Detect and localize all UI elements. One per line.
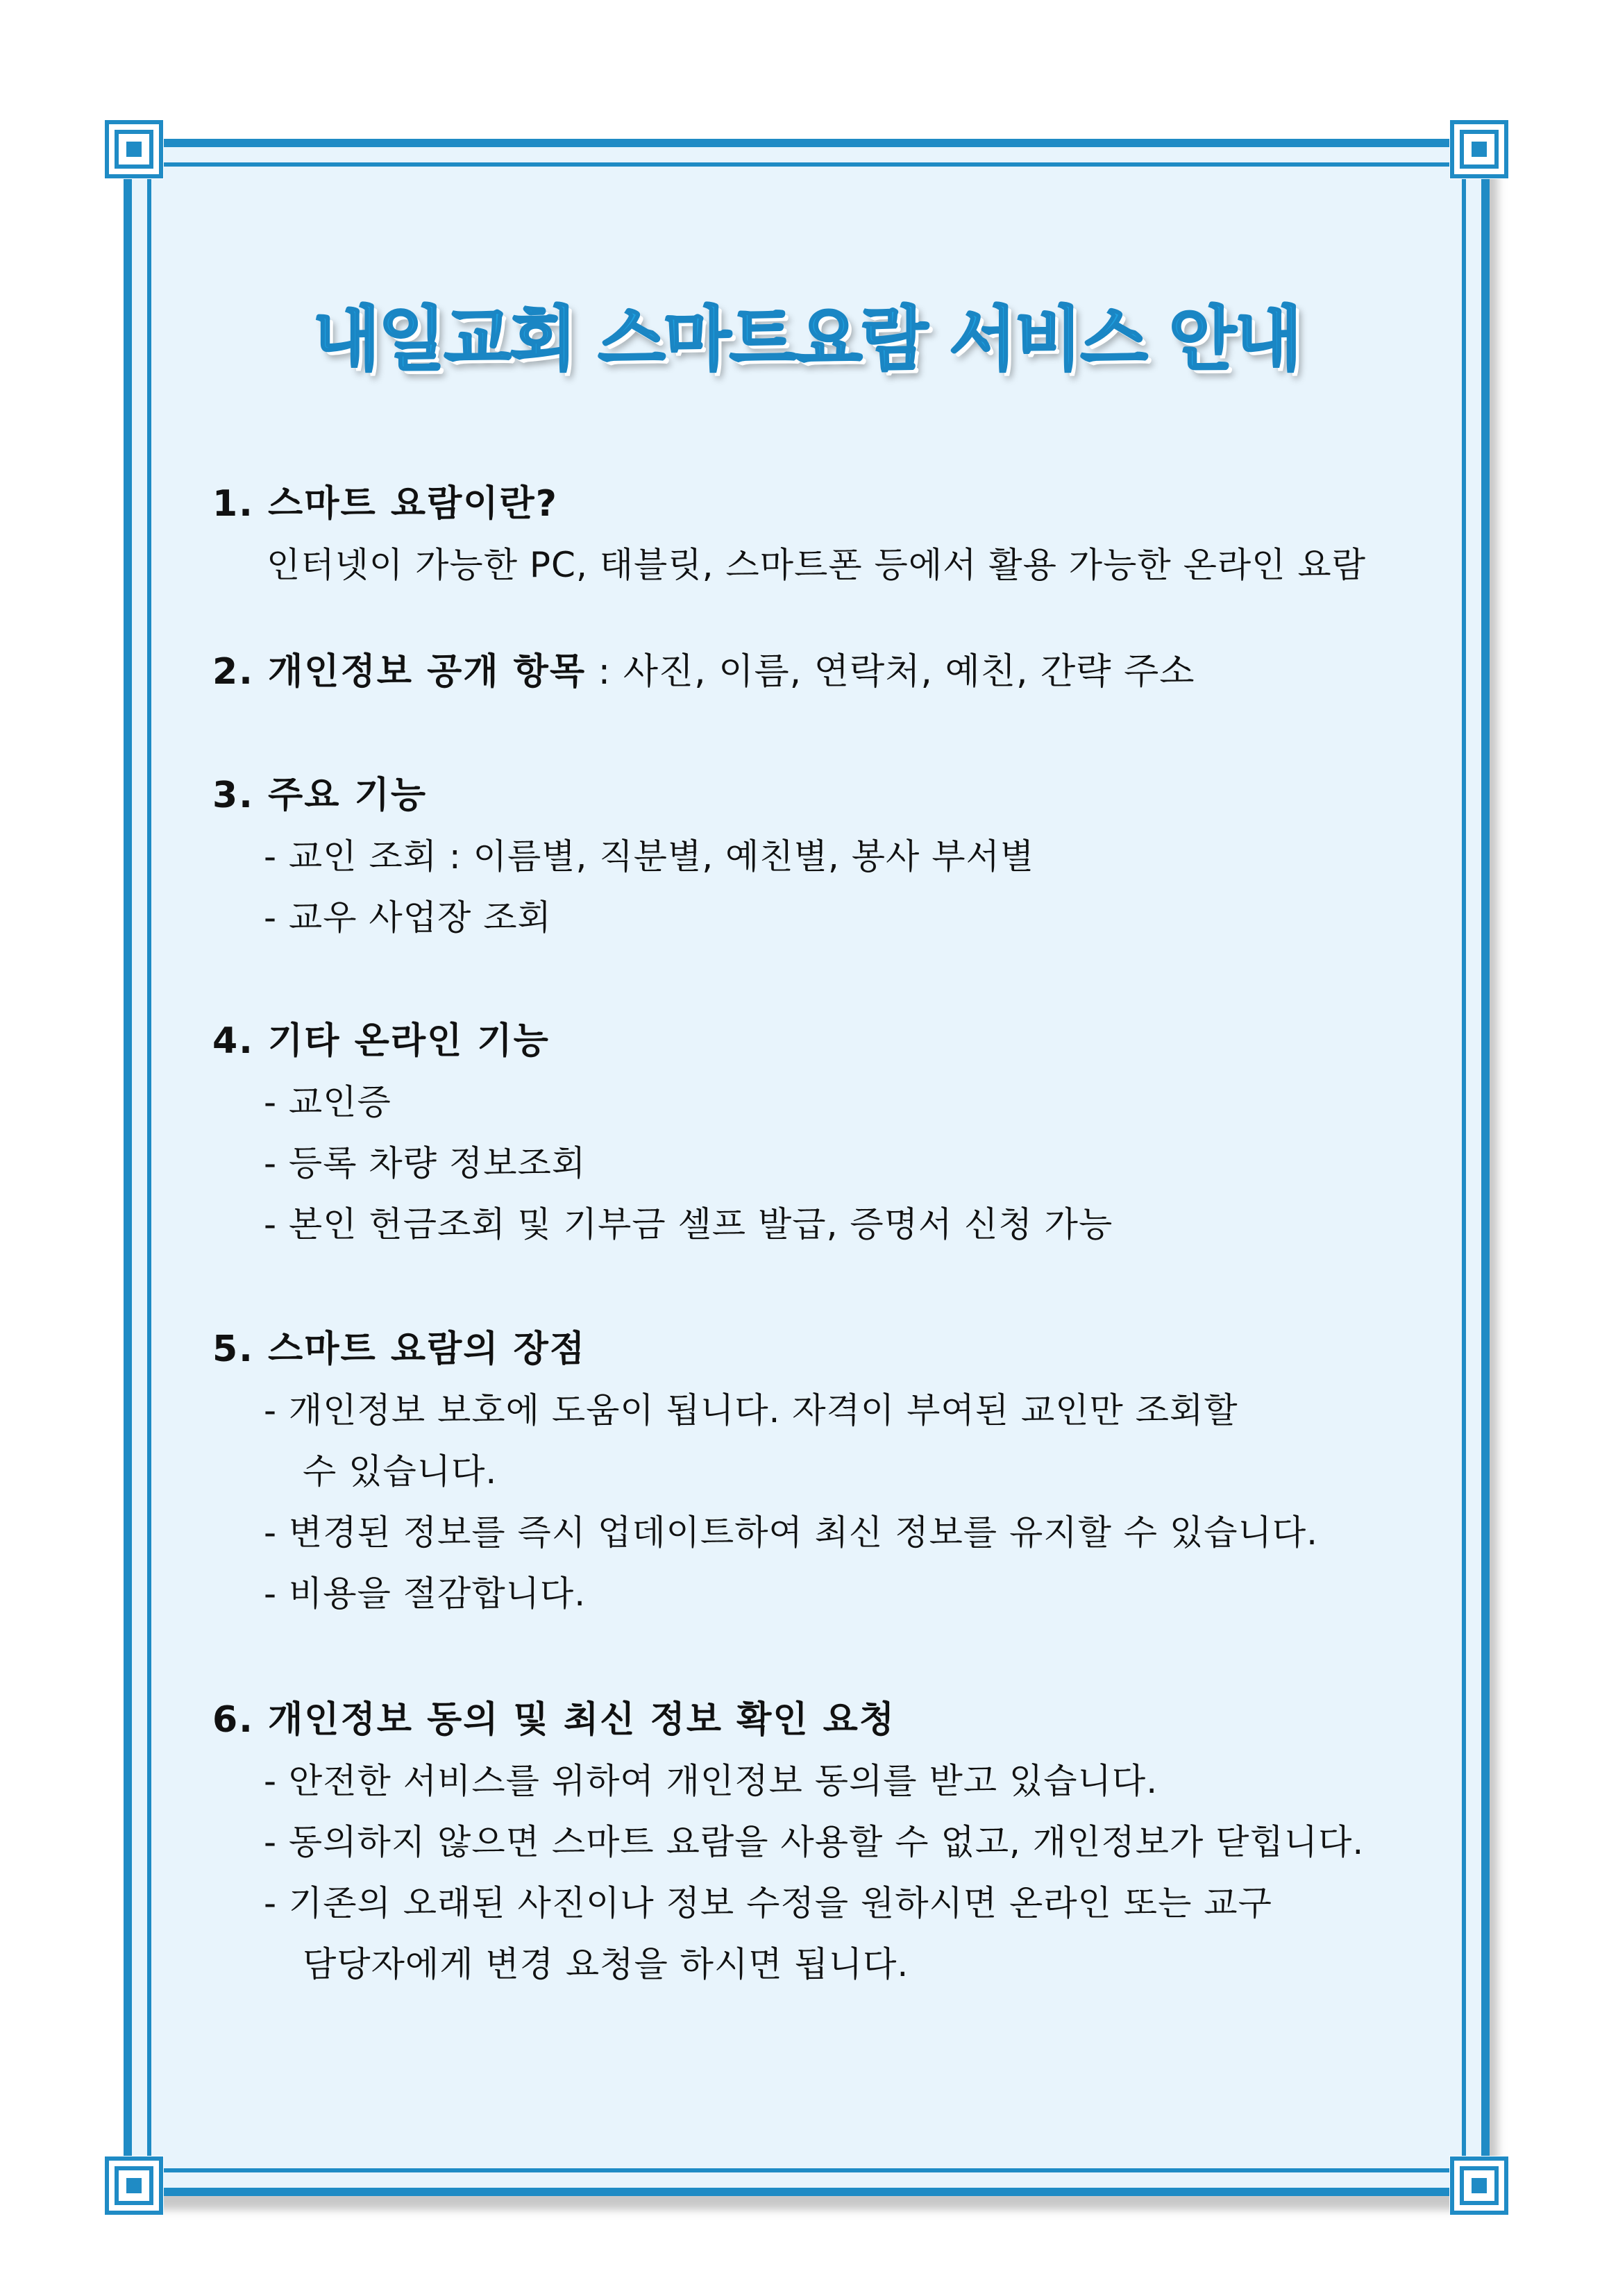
list-item: - 기존의 오래된 사진이나 정보 수정을 원하시면 온라인 또는 교구 — [264, 1883, 1272, 1923]
list-item: - 교인 조회 : 이름별, 직분별, 예친별, 봉사 부서별 — [264, 836, 1035, 877]
list-item: - 본인 헌금조회 및 기부금 셀프 발급, 증명서 신청 가능 — [264, 1204, 1113, 1244]
section-main-features — [212, 765, 1434, 948]
list-item-continuation: 수 있습니다. — [303, 1451, 498, 1492]
section-heading-detail: : 사진, 이름, 연락처, 예친, 간략 주소 — [586, 651, 1195, 693]
corner-ornament-icon — [1449, 119, 1509, 179]
document-frame — [124, 139, 1490, 2196]
section-smart-directory — [212, 473, 1434, 596]
list-item-continuation: 담당자에게 변경 요청을 하시면 됩니다. — [303, 1944, 909, 1984]
list-item: - 비용을 절감합니다. — [264, 1573, 587, 1614]
list-item: - 동의하지 않으면 스마트 요람을 사용할 수 없고, 개인정보가 닫힙니다. — [264, 1822, 1365, 1862]
list-item: - 교인증 — [264, 1082, 391, 1122]
corner-ornament-icon — [104, 119, 164, 179]
section-consent-request — [212, 1689, 1434, 1995]
section-text: 인터넷이 가능한 PC, 태블릿, 스마트폰 등에서 활용 가능한 온라인 요람 — [267, 545, 1366, 585]
section-heading-label: 2. 개인정보 공개 항목 — [212, 651, 587, 693]
corner-ornament-icon — [1449, 2156, 1509, 2215]
section-heading: 6. 개인정보 동의 및 최신 정보 확인 요청 — [212, 1699, 896, 1741]
section-advantages — [212, 1319, 1434, 1624]
list-item: - 등록 차량 정보조회 — [264, 1143, 587, 1183]
list-item: - 변경된 정보를 즉시 업데이트하여 최신 정보를 유지할 수 있습니다. — [264, 1512, 1319, 1553]
list-item: - 안전한 서비스를 위하여 개인정보 동의를 받고 있습니다. — [264, 1761, 1158, 1801]
section-heading: 5. 스마트 요람의 장점 — [212, 1328, 587, 1370]
list-item: - 개인정보 보호에 도움이 됩니다. 자격이 부여된 교인만 조회할 — [264, 1390, 1238, 1430]
list-item: - 교우 사업장 조회 — [264, 897, 552, 938]
section-heading — [212, 641, 1434, 702]
section-heading: 1. 스마트 요람이란? — [212, 483, 558, 525]
section-heading: 3. 주요 기능 — [212, 775, 428, 816]
section-heading: 4. 기타 온라인 기능 — [212, 1020, 550, 1062]
corner-ornament-icon — [104, 2156, 164, 2215]
section-public-items — [212, 641, 1434, 702]
section-other-online-features — [212, 1011, 1434, 1255]
page-title: 내일교회 스마트요람 서비스 안내 — [312, 298, 1301, 380]
